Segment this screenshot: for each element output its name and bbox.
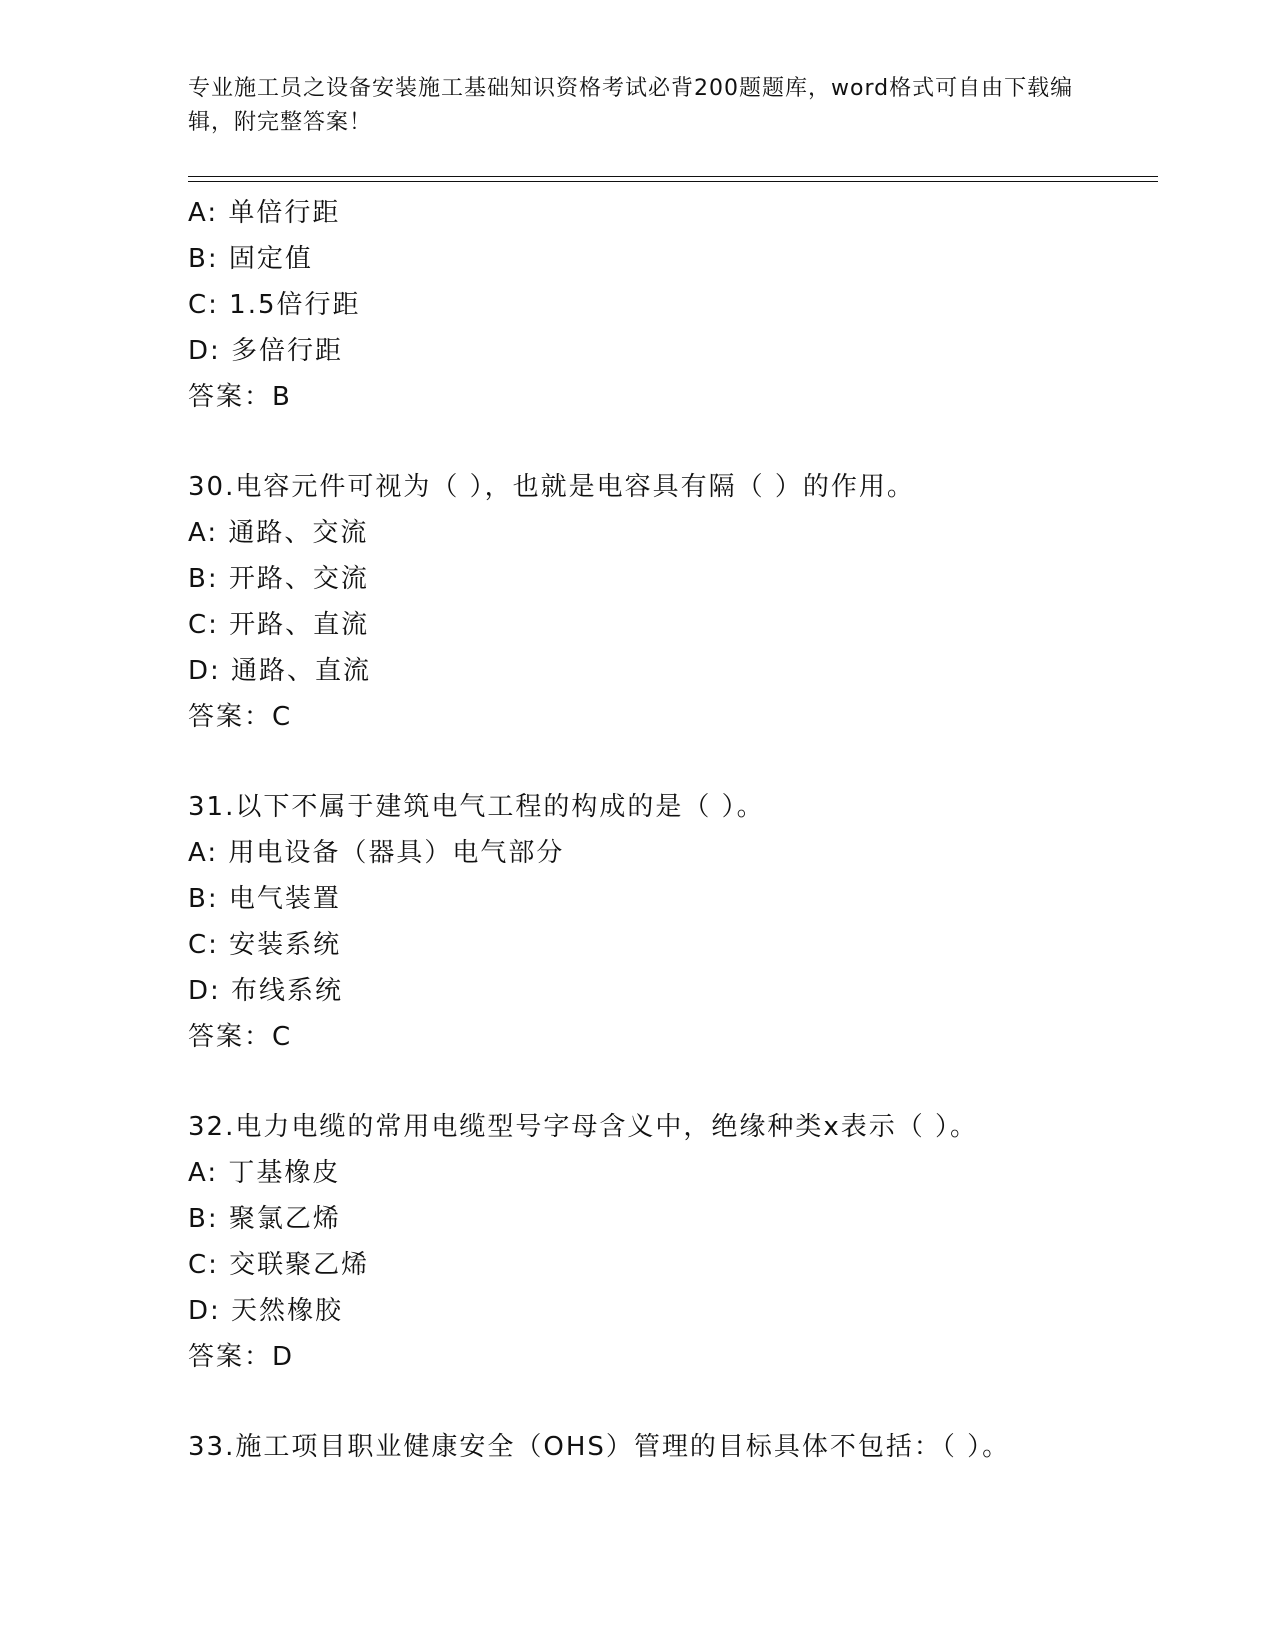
answer-label: 答案：	[188, 1022, 273, 1052]
answer-line	[188, 374, 1158, 420]
question-33	[188, 1424, 1158, 1470]
answer-label: 答案：	[188, 1342, 273, 1372]
option-c: C: 安装系统	[188, 930, 342, 960]
option-a: A: 用电设备（器具）电气部分	[188, 838, 565, 868]
answer-label: 答案：	[188, 382, 273, 412]
answer-value: C	[272, 702, 293, 732]
option-a: A: 通路、交流	[188, 518, 369, 548]
question-text: 33.施工项目职业健康安全（OHS）管理的目标具体不包括：（ ）。	[188, 1432, 1011, 1462]
question-30	[188, 464, 1158, 740]
answer-value: C	[272, 1022, 293, 1052]
option-b: B: 开路、交流	[188, 564, 369, 594]
option-a: A: 单倍行距	[188, 198, 341, 228]
question-31	[188, 784, 1158, 1060]
answer-label: 答案：	[188, 702, 273, 732]
header-divider-bottom	[188, 181, 1158, 182]
question-list	[188, 190, 1158, 1470]
option-d: D: 多倍行距	[188, 336, 344, 366]
option-b: B: 电气装置	[188, 884, 341, 914]
document-header: 专业施工员之设备安装施工基础知识资格考试必背200题题库，word格式可自由下载编辑，附完整答案！	[188, 76, 1074, 135]
question-text: 32.电力电缆的常用电缆型号字母含义中，绝缘种类x表示（ ）。	[188, 1112, 979, 1142]
option-b: B: 聚氯乙烯	[188, 1204, 341, 1234]
answer-line	[188, 1014, 1158, 1060]
option-a: A: 丁基橡皮	[188, 1158, 341, 1188]
option-d: D: 天然橡胶	[188, 1296, 344, 1326]
option-c: C: 交联聚乙烯	[188, 1250, 370, 1280]
answer-value: B	[272, 382, 292, 412]
header-divider-top	[188, 176, 1158, 177]
option-b: B: 固定值	[188, 244, 313, 274]
answer-line	[188, 694, 1158, 740]
option-d: D: 通路、直流	[188, 656, 372, 686]
option-c: C: 1.5倍行距	[188, 290, 361, 320]
question-32	[188, 1104, 1158, 1380]
question-text: 30.电容元件可视为（ ），也就是电容具有隔（ ）的作用。	[188, 472, 915, 502]
option-d: D: 布线系统	[188, 976, 344, 1006]
answer-value: D	[272, 1342, 295, 1372]
question-continuation	[188, 190, 1158, 420]
question-text: 31.以下不属于建筑电气工程的构成的是（ ）。	[188, 792, 765, 822]
option-c: C: 开路、直流	[188, 610, 370, 640]
answer-line	[188, 1334, 1158, 1380]
